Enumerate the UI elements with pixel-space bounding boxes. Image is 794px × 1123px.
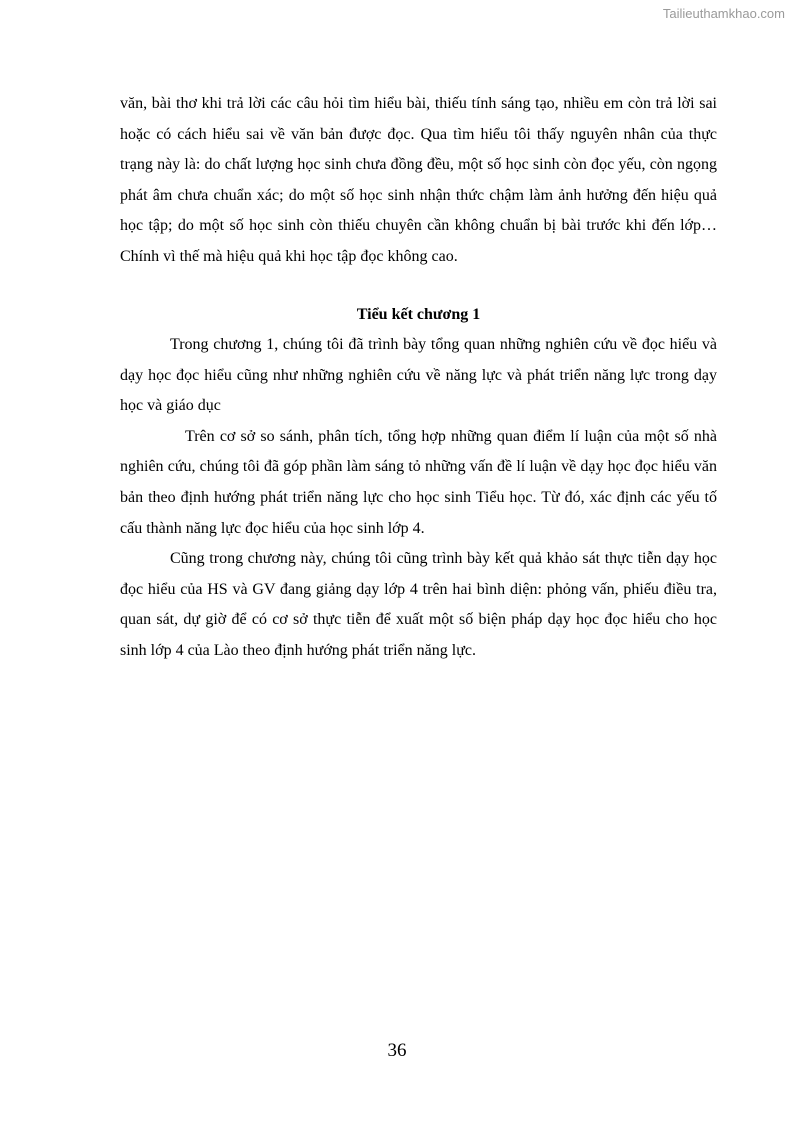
section-heading: Tiểu kết chương 1: [356, 306, 481, 323]
body-text-top: [120, 89, 717, 273]
paragraph: văn, bài thơ khi trả lời các câu hỏi tìm hiểu bài, thiếu tính sáng tạo, nhiều em còn trả lời sai hoặc có cách hiểu sai về văn bản được đọc. Qua tìm hiểu tôi thấy nguyên nhân của thực trạng này là: do chất lượng học sinh chưa đồng đều, một số học sinh còn đọc yếu, còn ngọng phát âm chưa chuẩn xác; do một số học sinh nhận thức chậm làm ảnh hưởng đến hiệu quả học tập; do một số học sinh còn thiếu chuyên cần không chuẩn bị bài trước khi đến lớp…Chính vì thế mà hiệu quả khi học tập đọc không cao.: [120, 95, 717, 265]
page-number: 36: [387, 1040, 407, 1061]
watermark: Tailieuthamkhao.com: [662, 6, 785, 21]
summary-section: [120, 330, 717, 667]
paragraph: Cũng trong chương này, chúng tôi cũng trình bày kết quả khảo sát thực tiễn dạy học đọc hiểu của HS và GV đang giảng dạy lớp 4 trên hai bình diện: phỏng vấn, phiếu điều tra, quan sát, dự giờ để có cơ sở thực tiễn để xuất một số biện pháp dạy học đọc hiểu cho học sinh lớp 4 của Lào theo định hướng phát triển năng lực.: [120, 550, 717, 659]
paragraph: Trên cơ sở so sánh, phân tích, tổng hợp những quan điểm lí luận của một số nhà nghiên cứu, chúng tôi đã góp phần làm sáng tỏ những vấn đề lí luận về dạy học đọc hiểu văn bản theo định hướng phát triển năng lực cho học sinh Tiểu học. Từ đó, xác định các yếu tố cấu thành năng lực đọc hiểu của học sinh lớp 4.: [120, 427, 717, 537]
paragraph: Trong chương 1, chúng tôi đã trình bày tổng quan những nghiên cứu về đọc hiểu và dạy học đọc hiểu cũng như những nghiên cứu về năng lực và phát triển năng lực trong dạy học và giáo dục: [120, 336, 717, 415]
